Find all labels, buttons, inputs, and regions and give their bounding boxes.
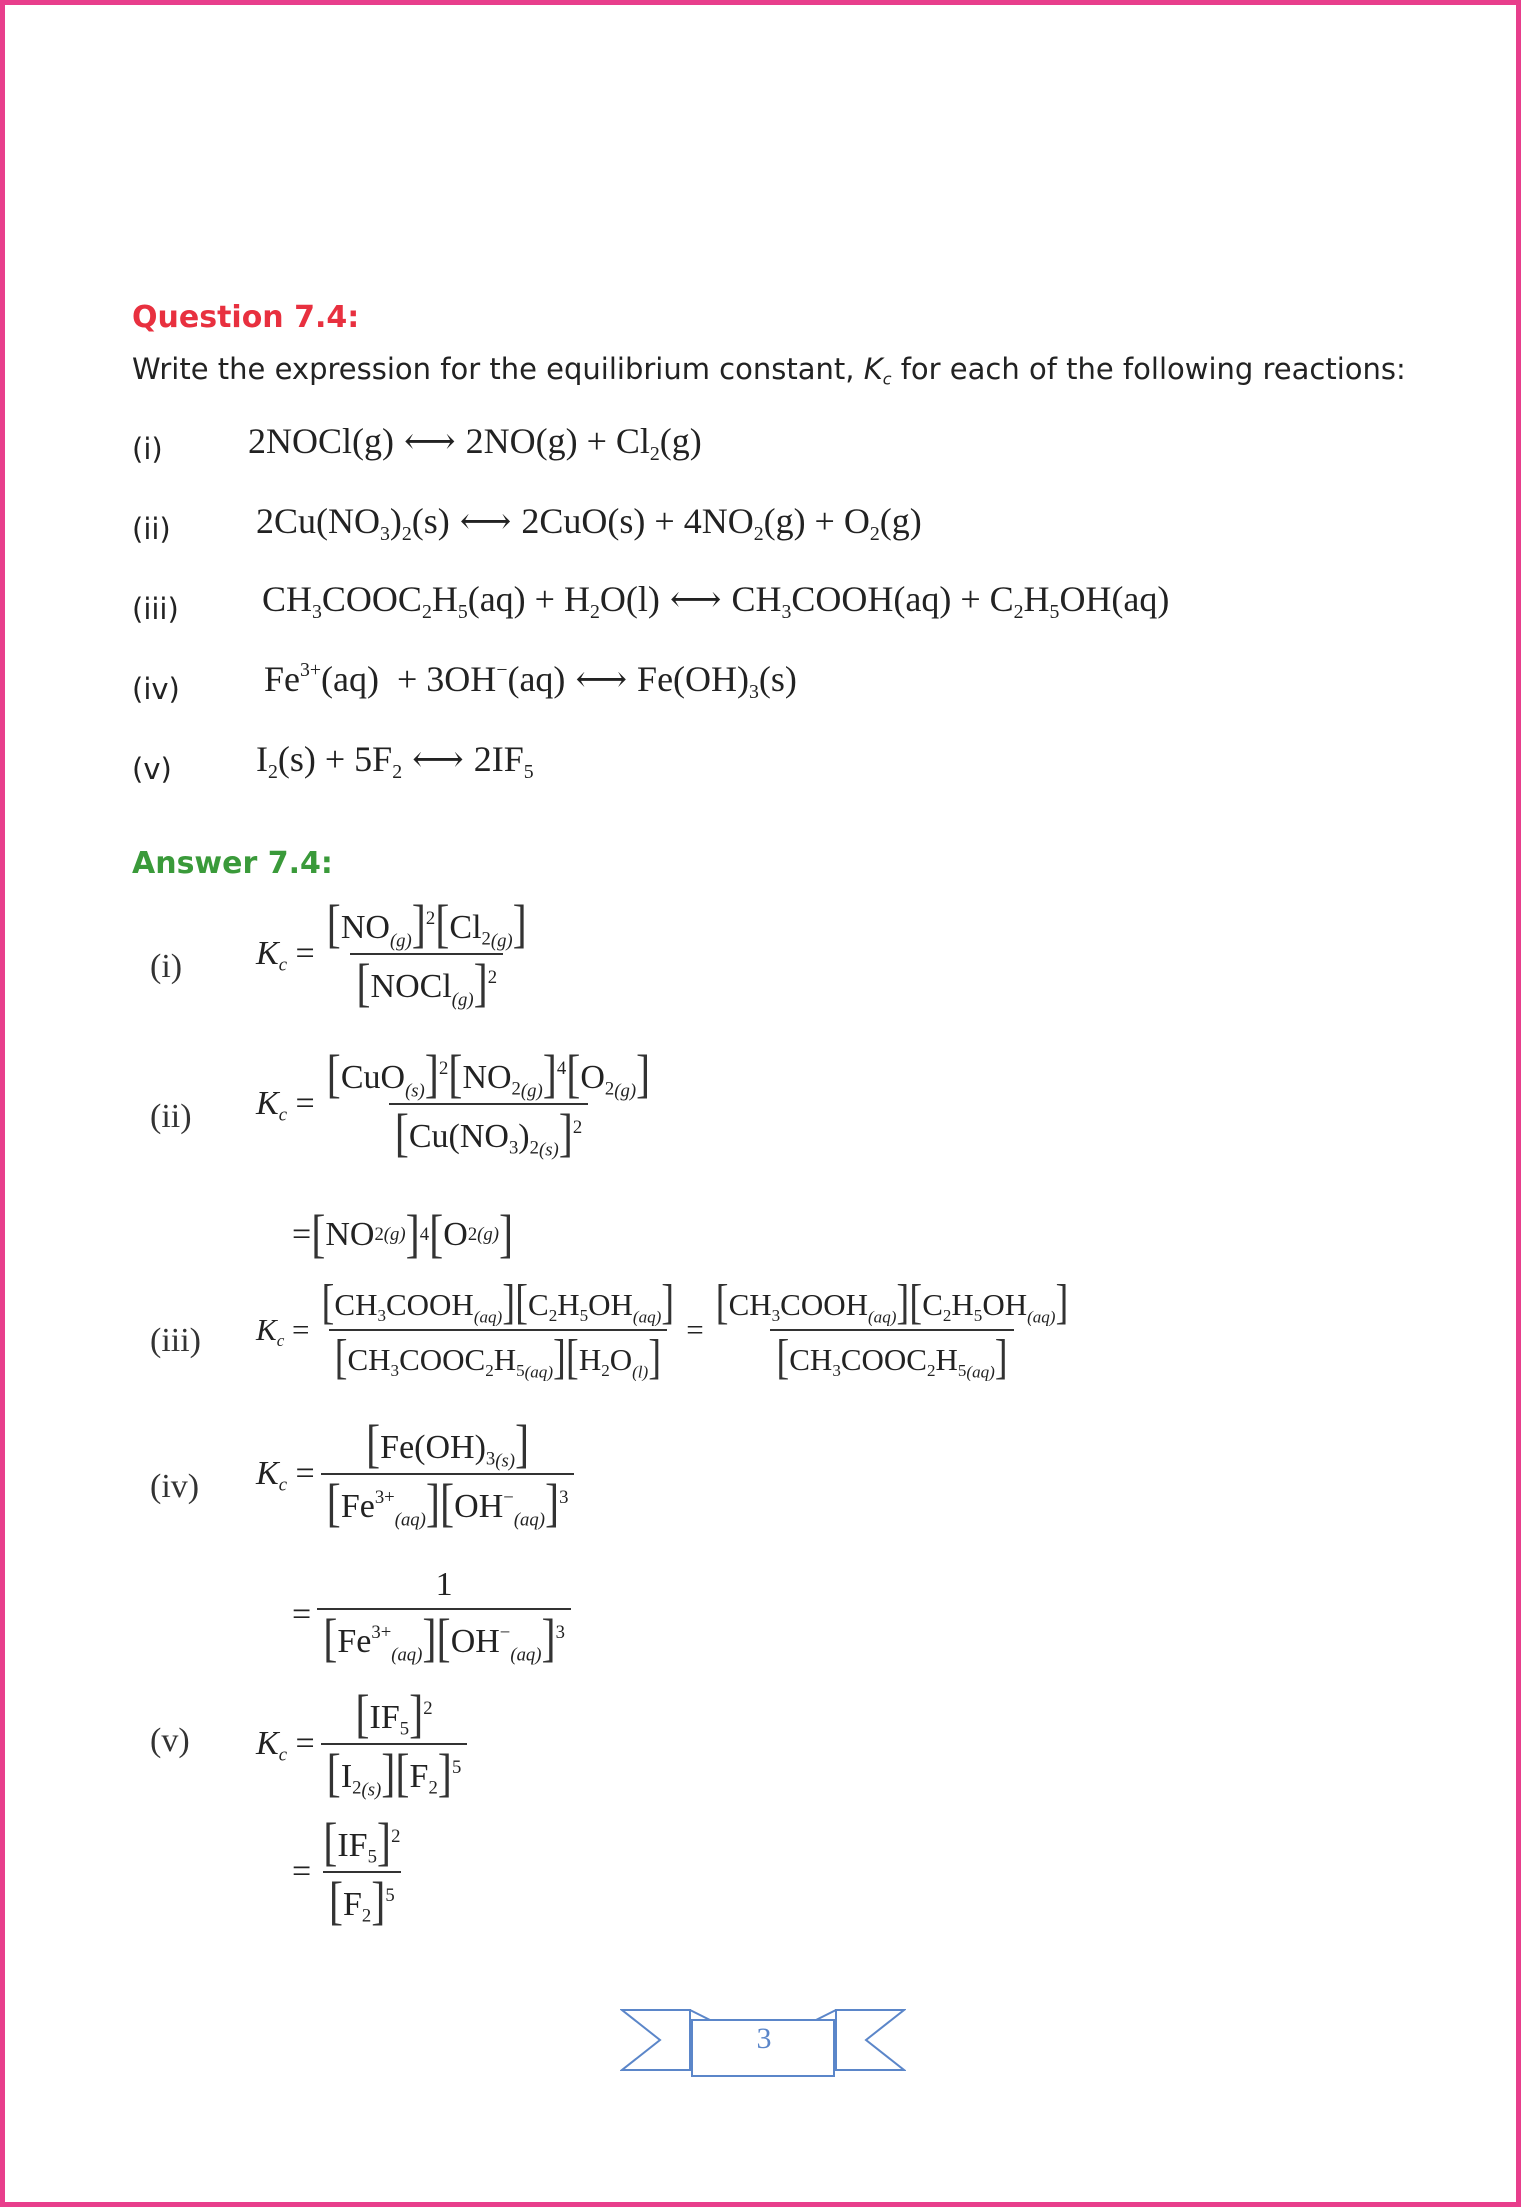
reaction-v: $I_2(s) + 5F_2$ ⟷ $2IF_5$ <box>256 739 534 783</box>
answer-number-iii: (iii) <box>150 1322 201 1359</box>
answer-v-fraction-simplified: $\frac{[IF_5]^2}{[F_2]^5}$ <box>323 1813 401 1931</box>
answer-ii-fraction: $\frac{[CuO_{(s)}]^2[NO_{2(g)}]^4[O_{2(g)}]}{[Cu(NO_3)_{2(s)}]^2}$ <box>326 1045 651 1163</box>
answer-v-fraction: $\frac{[IF_5]^2}{[I_{2(s)}][F_2]^5}$ <box>321 1690 468 1798</box>
answer-number-v: (v) <box>150 1722 190 1759</box>
answer-iv-fraction-simplified: $\frac{1}{[Fe^{3+}_{(aq)}][OH^-_{(aq)}]^3}$ <box>317 1566 571 1663</box>
answer-iv-expression: $K_c$ = $\frac{[Fe(OH)_{3(s)}]}{[Fe^{3+}_{(aq)}][OH^-_{(aq)}]^3}$ <box>256 1420 580 1528</box>
reaction-number-iii: (iii) <box>132 592 179 626</box>
prompt-prefix: Write the expression for the equilibrium constant, <box>132 352 855 386</box>
question-prompt <box>132 352 1406 389</box>
answer-iii-fraction-full: $\frac{[CH_3COOH_{(aq)}][C_2H_5OH_{(aq)}]}{[CH_3COOC_2H_{5(aq)}][H_2O_{(l)}]}$ <box>321 1275 675 1385</box>
reaction-i: 2NOCl(g) ⟷ $2NO(g) + Cl_2(g)$ <box>248 421 702 465</box>
answer-ii-expression: $K_c$ = $\frac{[CuO_{(s)}]^2[NO_{2(g)}]^4[O_{2(g)}]}{[Cu(NO_3)_{2(s)}]^2}$ <box>256 1050 662 1158</box>
reaction-iv: $Fe^{3+}(aq) + 3OH^-(aq)$ ⟷ $Fe(OH)_3(s)$ <box>264 659 797 703</box>
answer-v-simplified: = $\frac{[IF_5]^2}{[F_2]^5}$ <box>292 1818 412 1926</box>
question-heading: Question 7.4: <box>132 300 360 335</box>
answer-i-fraction: $\frac{[NO_{(g)}]^2[Cl_{2(g)}]}{[NOCl_{(g)}]^2}$ <box>326 895 527 1013</box>
reaction-number-i: (i) <box>132 432 163 466</box>
answer-v-expression: $K_c$ = $\frac{[IF_5]^2}{[I_{2(s)}][F_2]^5}$ <box>256 1690 473 1798</box>
page-number: 3 <box>756 2022 772 2055</box>
reaction-iii: $CH_3COOC_2H_5(aq) + H_2O(l)$ ⟷ $CH_3COOH(aq) + C_2H_5OH(aq)$ <box>262 579 1170 623</box>
answer-number-iv: (iv) <box>150 1468 200 1505</box>
answer-heading: Answer 7.4: <box>132 846 333 881</box>
answer-iii-fraction-simplified: $\frac{[CH_3COOH_{(aq)}][C_2H_5OH_{(aq)}]}{[CH_3COOC_2H_{5(aq)}]}$ <box>715 1275 1069 1385</box>
answer-number-ii: (ii) <box>150 1098 192 1135</box>
answer-iii-expression: $K_c$ = $\frac{[CH_3COOH_{(aq)}][C_2H_5OH_{(aq)}]}{[CH_3COOC_2H_{5(aq)}][H_2O_{(l)}]}$ = $\frac{[CH_3COOH_{(aq)}][C_2H_5OH_{(aq)}]}{[CH_3COOC_2H_{5(aq)}]}$ <box>256 1280 1080 1380</box>
answer-i-expression: $K_c$ = $\frac{[NO_{(g)}]^2[Cl_{2(g)}]}{[NOCl_{(g)}]^2}$ <box>256 900 539 1008</box>
reaction-ii: $2Cu(NO_3)_2(s)$ ⟷ $2CuO(s) + 4NO_2(g) + O_2(g)$ <box>256 501 922 545</box>
reaction-number-iv: (iv) <box>132 672 180 706</box>
prompt-suffix: for each of the following reactions: <box>900 352 1406 386</box>
answer-iv-fraction: $\frac{[Fe(OH)_{3(s)}]}{[Fe^{3+}_{(aq)}][OH^-_{(aq)}]^3}$ <box>321 1420 575 1528</box>
answer-number-i: (i) <box>150 948 183 985</box>
answer-ii-simplified: = [ NO 2 (g) ] 4 [ O 2 (g) ] <box>292 1205 514 1264</box>
reaction-number-v: (v) <box>132 752 172 786</box>
answer-iv-simplified: = $\frac{1}{[Fe^{3+}_{(aq)}][OH^-_{(aq)}]^3}$ <box>292 1566 577 1663</box>
prompt-k: $K_c$ <box>863 352 892 389</box>
reaction-number-ii: (ii) <box>132 512 171 546</box>
